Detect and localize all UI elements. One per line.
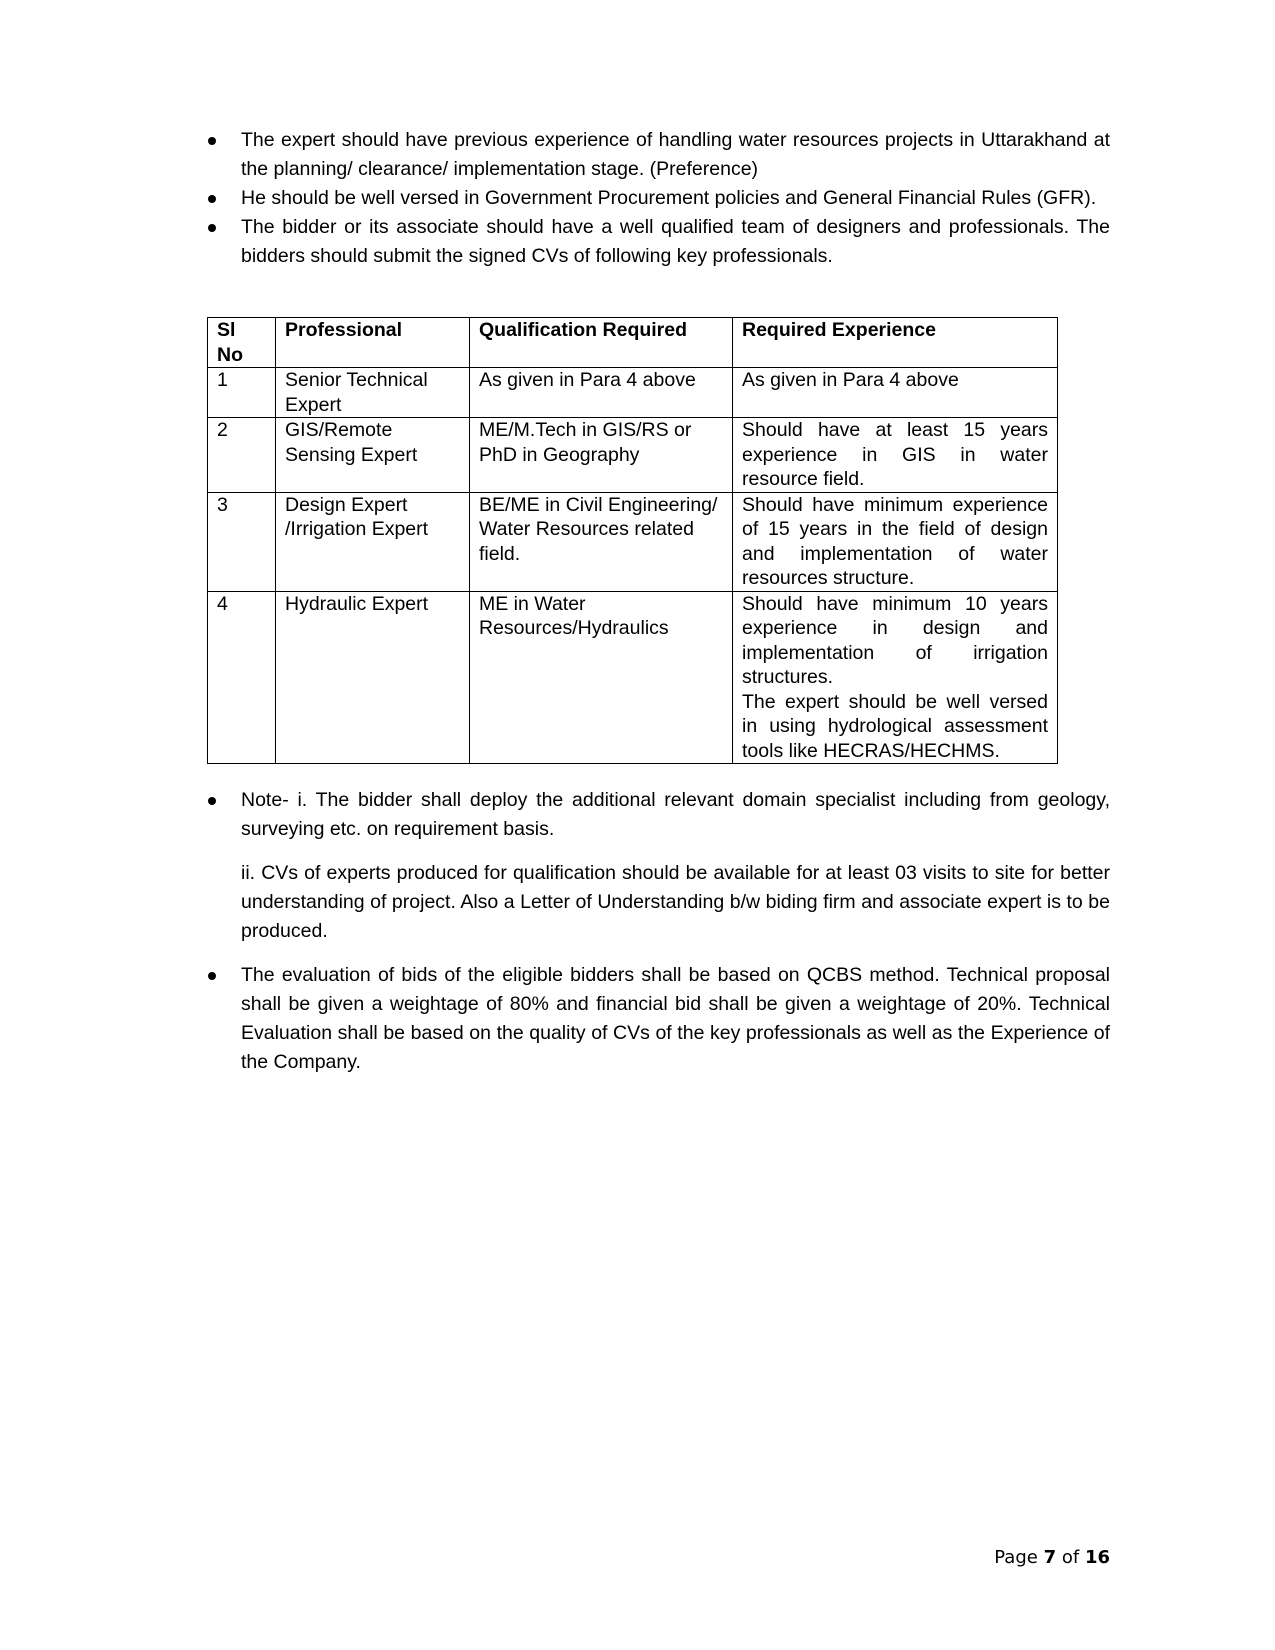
bullet-icon xyxy=(208,224,216,232)
experience-line: Should have minimum 10 years experience in design and implementation of irrigation structures. xyxy=(742,592,1048,688)
table-row xyxy=(208,418,1058,493)
table-row xyxy=(208,492,1058,591)
list-item xyxy=(200,184,1110,213)
notes-list xyxy=(200,786,1110,1077)
bullet-text: He should be well versed in Government Procurement policies and General Financial Rules (GFR). xyxy=(241,187,1097,209)
list-item xyxy=(200,213,1110,271)
cell-qualification: ME/M.Tech in GIS/RS or PhD in Geography xyxy=(470,418,733,493)
bullet-icon xyxy=(208,137,216,145)
header-sl-no: Sl No xyxy=(208,318,276,368)
cell-sl-no: 1 xyxy=(208,368,276,418)
table-header-row xyxy=(208,318,1058,368)
note-part-1: Note- i. The bidder shall deploy the additional relevant domain specialist including from geology, surveying etc. on requirement basis. xyxy=(241,789,1110,840)
cell-sl-no: 2 xyxy=(208,418,276,493)
page-label: Page xyxy=(994,1547,1038,1568)
requirements-list xyxy=(200,126,1110,271)
header-qualification: Qualification Required xyxy=(470,318,733,368)
cell-qualification: BE/ME in Civil Engineering/ Water Resources related field. xyxy=(470,492,733,591)
header-experience: Required Experience xyxy=(733,318,1058,368)
list-item xyxy=(200,126,1110,184)
experience-line: The expert should be well versed in using hydrological assessment tools like HECRAS/HECHMS. xyxy=(742,690,1048,762)
cell-sl-no: 3 xyxy=(208,492,276,591)
note-part-2: ii. CVs of experts produced for qualification should be available for at least 03 visits to site for better understanding of project. Also a Letter of Understanding b/w biding firm and associate expert is to be produced. xyxy=(241,862,1110,942)
list-item xyxy=(200,786,1110,946)
cell-professional: Hydraulic Expert xyxy=(276,591,470,764)
cell-sl-no: 4 xyxy=(208,591,276,764)
cell-experience xyxy=(733,591,1058,764)
list-item xyxy=(200,961,1110,1077)
table-row xyxy=(208,368,1058,418)
cell-professional: Design Expert /Irrigation Expert xyxy=(276,492,470,591)
evaluation-text: The evaluation of bids of the eligible bidders shall be based on QCBS method. Technical proposal shall be given a weightage of 80% and financial bid shall be given a weightage of 20%. Technical Evaluation shall be based on the quality of CVs of the key professionals as well as the Experience of the Company. xyxy=(241,964,1110,1073)
cell-professional: GIS/Remote Sensing Expert xyxy=(276,418,470,493)
cell-qualification: ME in Water Resources/Hydraulics xyxy=(470,591,733,764)
of-label: of xyxy=(1061,1547,1080,1568)
cell-experience: Should have at least 15 years experience in GIS in water resource field. xyxy=(733,418,1058,493)
cell-experience: Should have minimum experience of 15 years in the field of design and implementation of water resources structure. xyxy=(733,492,1058,591)
current-page: 7 xyxy=(1043,1547,1057,1568)
bullet-text: The expert should have previous experience of handling water resources projects in Uttarakhand at the planning/ clearance/ implementation stage. (Preference) xyxy=(241,129,1110,180)
table-row xyxy=(208,591,1058,764)
page-number xyxy=(994,1547,1110,1568)
header-professional: Professional xyxy=(276,318,470,368)
cell-qualification: As given in Para 4 above xyxy=(470,368,733,418)
cell-experience: As given in Para 4 above xyxy=(733,368,1058,418)
key-professionals-table xyxy=(207,317,1058,764)
bullet-text: The bidder or its associate should have a well qualified team of designers and professionals. The bidders should submit the signed CVs of following key professionals. xyxy=(241,216,1110,267)
cell-professional: Senior Technical Expert xyxy=(276,368,470,418)
total-pages: 16 xyxy=(1084,1547,1110,1568)
bullet-icon xyxy=(208,195,216,203)
bullet-icon xyxy=(208,797,216,805)
bullet-icon xyxy=(208,972,216,980)
